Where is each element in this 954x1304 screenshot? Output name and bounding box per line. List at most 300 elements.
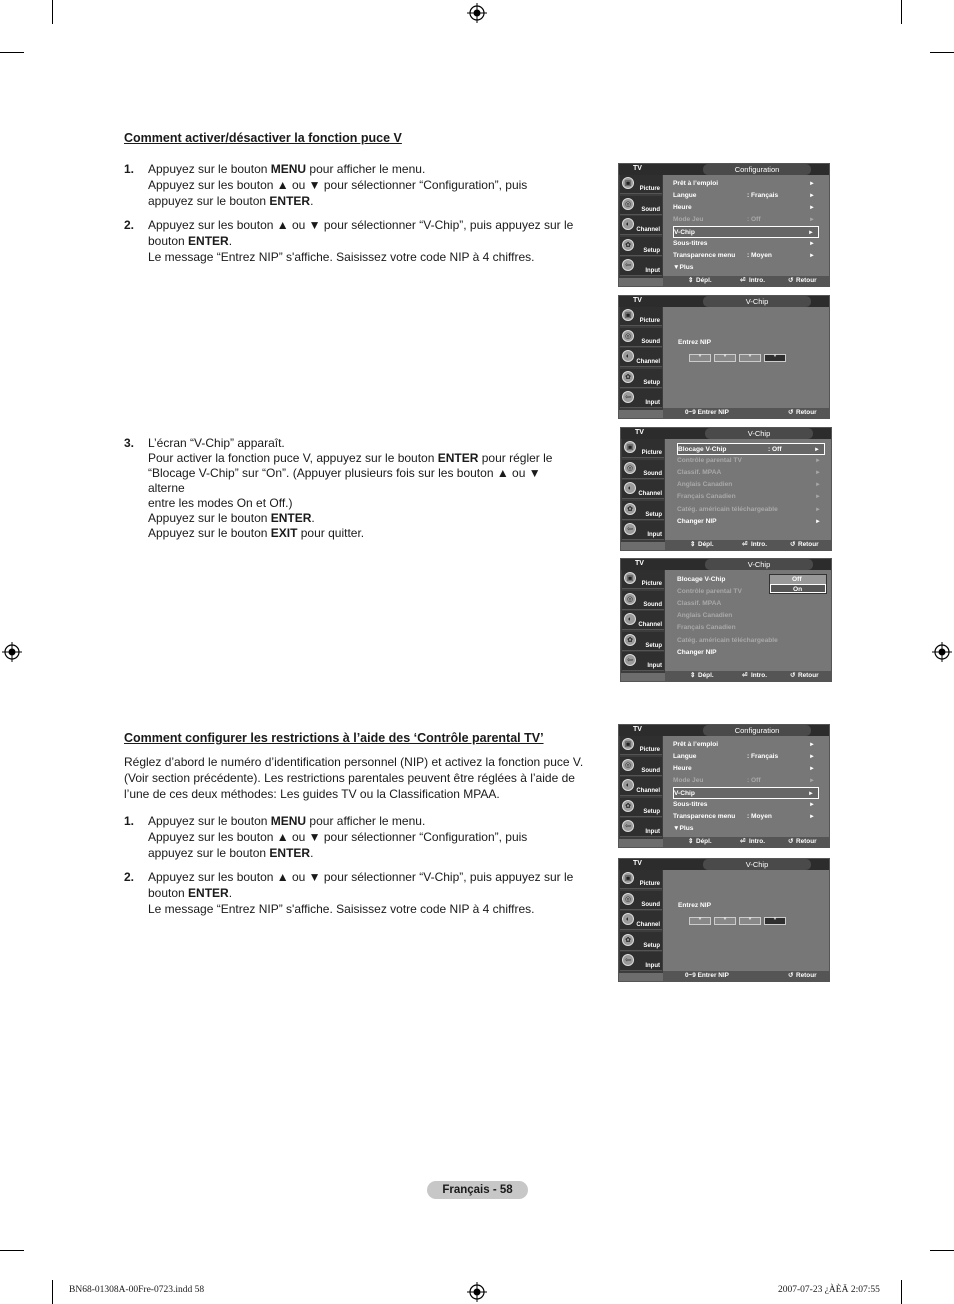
osd-sidebar-label: Channel <box>638 622 662 629</box>
osd-menu-row <box>673 178 819 190</box>
crop-mark <box>52 0 53 24</box>
osd-row-value: : Français <box>747 192 779 199</box>
step-number: 1. <box>124 162 135 176</box>
osd-menu-row <box>677 647 825 659</box>
osd-sidebar-label: Channel <box>638 491 662 498</box>
arrow-right-icon: ► <box>809 814 815 820</box>
osd-sidebar-label: Picture <box>639 881 660 887</box>
arrow-right-icon: ► <box>815 458 821 465</box>
channel-icon: ◐ <box>622 779 634 791</box>
osd-menu-row <box>673 763 819 775</box>
osd-sidebar-item <box>622 521 664 540</box>
step-item <box>124 869 579 917</box>
osd-hint-enter: Intro. <box>749 838 765 845</box>
osd-row-value: : Français <box>747 753 779 760</box>
crop-mark <box>901 1280 902 1304</box>
intro-paragraph <box>124 754 594 802</box>
osd-tv-label: TV <box>635 560 644 567</box>
osd-more-link <box>673 823 819 835</box>
pin-digit-box: * <box>689 354 711 362</box>
osd-tv-label: TV <box>635 429 644 436</box>
channel-icon: ◐ <box>622 218 634 230</box>
osd-menu-row <box>677 516 825 528</box>
input-icon: ⇦ <box>622 391 634 403</box>
return-icon: ↺ <box>788 409 794 416</box>
osd-pin-label: Entrez NIP <box>678 339 711 346</box>
step-text: Appuyez sur le bouton <box>148 814 271 828</box>
osd-main-panel <box>663 175 829 278</box>
osd-row-label: V-Chip <box>674 790 695 797</box>
osd-row-label: Langue <box>673 753 697 760</box>
osd-menu-row <box>673 214 819 226</box>
key-name: ENTER <box>270 511 312 525</box>
sound-icon: ◎ <box>624 462 636 474</box>
arrow-right-icon: ► <box>809 217 815 223</box>
osd-bottom-bar <box>663 837 829 847</box>
osd-sidebar-item <box>620 798 662 817</box>
step-text: appuyez sur le bouton <box>148 846 270 860</box>
osd-menu-row <box>677 610 825 622</box>
osd-menu-title: V-Chip <box>703 296 811 307</box>
picture-icon: ▣ <box>622 738 634 750</box>
osd-main-panel <box>663 307 829 410</box>
osd-sidebar-item <box>620 369 662 388</box>
return-icon: ↺ <box>788 972 794 979</box>
section-heading: Comment activer/désactiver la fonction puce V <box>124 131 402 145</box>
osd-hint-return: Retour <box>796 277 817 284</box>
osd-sidebar-item <box>620 891 662 910</box>
osd-sidebar-label: Channel <box>636 788 660 795</box>
sound-icon: ◎ <box>622 893 634 905</box>
osd-dropdown <box>769 574 827 594</box>
osd-hint-return: Retour <box>796 409 817 416</box>
enter-icon: ⏎ <box>742 672 748 679</box>
osd-row-label: Changer NIP <box>677 648 717 656</box>
osd-menu-row <box>673 226 819 238</box>
osd-sidebar-label: Channel <box>636 227 660 234</box>
osd-hint-return: Retour <box>798 541 819 548</box>
arrow-right-icon: ► <box>815 518 821 525</box>
osd-title-bar <box>619 296 829 307</box>
key-name: MENU <box>270 814 307 828</box>
osd-hint-return: Retour <box>796 838 817 845</box>
arrow-right-icon: ► <box>809 241 815 247</box>
osd-row-value: : Moyen <box>747 813 772 820</box>
updown-icon: ⇕ <box>688 838 694 845</box>
channel-icon: ◐ <box>624 613 636 625</box>
setup-icon: ✿ <box>622 239 634 251</box>
osd-sidebar-label: Picture <box>639 318 660 324</box>
osd-row-label: Contrôle parental TV <box>677 457 742 465</box>
step-number: 3. <box>124 436 135 450</box>
osd-menu-row <box>673 799 819 811</box>
sound-icon: ◎ <box>624 593 636 605</box>
step-text: pour quitter. <box>297 526 365 540</box>
return-icon: ↺ <box>790 672 796 679</box>
step-text: Le message “Entrez NIP” s'affiche. Saisissez votre code NIP à 4 chiffres. <box>148 902 535 916</box>
osd-tv-label: TV <box>633 165 642 172</box>
osd-menu-row <box>673 751 819 763</box>
osd-sidebar <box>619 870 663 973</box>
osd-sidebar-label: Sound <box>643 601 662 608</box>
osd-row-value: : Moyen <box>747 252 772 259</box>
key-name: ENTER <box>437 451 479 465</box>
key-name: ENTER <box>188 234 229 248</box>
osd-menu-title: V-Chip <box>705 559 813 570</box>
step-text: Appuyez sur les bouton ▲ ou ▼ pour sélectionner “Configuration”, puis <box>148 830 528 844</box>
step-text: Appuyez sur les bouton ▲ ou ▼ pour sélectionner “V-Chip”, puis appuyez sur le <box>148 218 574 232</box>
osd-sidebar-item <box>622 591 664 610</box>
osd-sidebar-label: Input <box>647 663 662 670</box>
osd-row-label: Mode Jeu <box>673 216 704 223</box>
arrow-right-icon: ► <box>809 754 815 760</box>
enter-icon: ⏎ <box>740 838 746 845</box>
osd-sidebar-item <box>622 460 664 479</box>
arrow-right-icon: ► <box>809 778 815 784</box>
input-icon: ⇦ <box>624 654 636 666</box>
osd-sidebar-item <box>620 328 662 347</box>
input-icon: ⇦ <box>622 954 634 966</box>
enter-icon: ⏎ <box>740 277 746 284</box>
key-name: ENTER <box>269 194 311 208</box>
step-text: . <box>310 194 314 208</box>
osd-sidebar-item <box>620 870 662 889</box>
osd-hint-enter: Intro. <box>751 541 767 548</box>
setup-icon: ✿ <box>622 934 634 946</box>
osd-sidebar-label: Input <box>645 829 660 836</box>
picture-icon: ▣ <box>624 572 636 584</box>
arrow-right-icon: ► <box>809 766 815 772</box>
picture-icon: ▣ <box>622 309 634 321</box>
osd-sidebar-label: Sound <box>641 767 660 774</box>
key-name: ENTER <box>269 846 311 860</box>
osd-sidebar-label: Input <box>645 268 660 275</box>
osd-menu-row <box>673 250 819 262</box>
pin-digit-box: * <box>689 917 711 925</box>
osd-hint-move: Dépl. <box>696 838 712 845</box>
osd-hint-move: Dépl. <box>698 672 714 679</box>
osd-menu-row <box>677 491 825 503</box>
osd-sidebar-label: Picture <box>639 747 660 753</box>
osd-bottom-bar <box>665 671 831 681</box>
step-text: . <box>311 511 315 525</box>
step-number: 1. <box>124 814 135 828</box>
osd-menu-row <box>677 455 825 467</box>
updown-icon: ⇕ <box>690 672 696 679</box>
osd-more-label: ▼Plus <box>673 264 694 271</box>
osd-row-label: Français Canadien <box>677 624 736 632</box>
osd-sidebar-item <box>620 911 662 930</box>
osd-sidebar-item <box>622 632 664 651</box>
osd-sidebar-item <box>622 439 664 458</box>
osd-menu-row <box>673 775 819 787</box>
crop-mark <box>52 1280 53 1304</box>
osd-menu-row <box>673 238 819 250</box>
arrow-right-icon: ► <box>815 470 821 477</box>
step-text: . <box>310 846 314 860</box>
osd-menu-row <box>677 443 825 455</box>
osd-hint-pin: 0~9 Entrer NIP <box>685 409 729 416</box>
osd-hint-return: Retour <box>798 672 819 679</box>
osd-sidebar-label: Sound <box>643 470 662 477</box>
osd-menu-title: Configuration <box>703 725 811 736</box>
step-text: Appuyez sur les bouton ▲ ou ▼ pour sélectionner “Configuration”, puis <box>148 178 528 192</box>
osd-main-panel <box>665 570 831 673</box>
osd-menu-row <box>673 739 819 751</box>
osd-title-bar <box>621 428 831 439</box>
pin-digit-box: * <box>764 917 786 925</box>
osd-sidebar-label: Channel <box>636 922 660 929</box>
osd-bottom-bar <box>665 540 831 550</box>
osd-sidebar-item <box>622 501 664 520</box>
osd-hint-pin: 0~9 Entrer NIP <box>685 972 729 979</box>
osd-row-label: Français Canadien <box>677 493 736 501</box>
osd-hint-enter: Intro. <box>751 672 767 679</box>
osd-title-bar <box>621 559 831 570</box>
arrow-right-icon: ► <box>809 205 815 211</box>
osd-row-value: : Off <box>747 777 761 784</box>
osd-menu-row <box>673 811 819 823</box>
arrow-right-icon: ► <box>809 742 815 748</box>
osd-row-label: V-Chip <box>674 229 695 236</box>
osd-pin-label: Entrez NIP <box>678 902 711 909</box>
osd-menu-row <box>677 479 825 491</box>
key-name: MENU <box>270 162 307 176</box>
osd-row-label: Anglais Canadien <box>677 612 733 620</box>
arrow-right-icon: ► <box>815 506 821 513</box>
osd-sidebar <box>621 439 665 542</box>
tv-menu-vchip-popup <box>620 558 832 682</box>
updown-icon: ⇕ <box>688 277 694 284</box>
osd-hint-return: Retour <box>796 972 817 979</box>
osd-title-bar <box>619 164 829 175</box>
osd-row-label: Transparence menu <box>673 252 736 259</box>
osd-row-label: Changer NIP <box>677 517 717 525</box>
osd-row-label: Prêt à l’emploi <box>673 741 719 748</box>
step-item <box>124 217 579 265</box>
page-number-badge: Français - 58 <box>427 1181 528 1199</box>
osd-sidebar-label: Input <box>645 963 660 970</box>
step-item <box>124 813 579 861</box>
crop-mark <box>930 52 954 53</box>
pin-digit-box: * <box>764 354 786 362</box>
step-item <box>124 161 579 209</box>
step-text: . <box>228 234 233 248</box>
sound-icon: ◎ <box>622 759 634 771</box>
osd-row-label: Transparence menu <box>673 813 736 820</box>
osd-menu-row <box>677 598 825 610</box>
step-text: Pour activer la fonction puce V, appuyez sur le bouton <box>148 451 438 465</box>
arrow-right-icon: ► <box>815 482 821 489</box>
pin-digit-box: * <box>714 917 736 925</box>
channel-icon: ◐ <box>624 482 636 494</box>
osd-tv-label: TV <box>633 726 642 733</box>
osd-hint-move: Dépl. <box>696 277 712 284</box>
setup-icon: ✿ <box>624 634 636 646</box>
sound-icon: ◎ <box>622 330 634 342</box>
osd-sidebar-label: Setup <box>643 247 660 254</box>
osd-row-label: Blocage V-Chip <box>677 576 726 583</box>
step-text: entre les modes On et Off.) <box>148 496 293 510</box>
step-text: appuyez sur le bouton <box>148 194 270 208</box>
step-text: . <box>228 886 233 900</box>
input-icon: ⇦ <box>624 523 636 535</box>
osd-sidebar-item <box>620 216 662 235</box>
osd-bottom-bar <box>663 408 829 418</box>
osd-menu-row <box>677 622 825 634</box>
osd-more-link <box>673 262 819 274</box>
step-text: Appuyez sur le bouton <box>148 526 271 540</box>
osd-sidebar-label: Channel <box>636 359 660 366</box>
osd-menu-row <box>677 635 825 647</box>
osd-menu-row <box>673 190 819 202</box>
osd-sidebar-label: Setup <box>643 942 660 949</box>
osd-row-label: Anglais Canadien <box>677 481 733 489</box>
tv-menu-vchip-pin <box>618 858 830 982</box>
osd-sidebar-item <box>620 257 662 276</box>
input-icon: ⇦ <box>622 820 634 832</box>
updown-icon: ⇕ <box>690 541 696 548</box>
step-text: Appuyez sur le bouton <box>148 162 271 176</box>
osd-menu-row <box>677 467 825 479</box>
osd-row-label: Heure <box>673 765 692 772</box>
osd-sidebar-label: Input <box>645 400 660 407</box>
osd-sidebar-item <box>622 570 664 589</box>
enter-icon: ⏎ <box>742 541 748 548</box>
osd-menu-title: V-Chip <box>703 859 811 870</box>
osd-sidebar-item <box>620 757 662 776</box>
section-heading: Comment configurer les restrictions à l’aide des ‘Contrôle parental TV’ <box>124 731 544 745</box>
step-text: L’écran “V-Chip” apparaît. <box>148 436 285 450</box>
osd-more-label: ▼Plus <box>673 825 694 832</box>
osd-sidebar-item <box>620 348 662 367</box>
registration-mark-icon <box>467 1282 487 1302</box>
osd-sidebar-item <box>622 652 664 671</box>
osd-sidebar <box>621 570 665 673</box>
step-item <box>124 436 579 541</box>
file-slug: BN68-01308A-00Fre-0723.indd 58 <box>69 1285 205 1295</box>
return-icon: ↺ <box>788 838 794 845</box>
osd-row-label: Heure <box>673 204 692 211</box>
osd-sidebar-label: Setup <box>645 511 662 518</box>
picture-icon: ▣ <box>622 177 634 189</box>
intro-line: (Voir section précédente). Les restrictions parentales peuvent être réglées à l’aide de <box>124 771 575 785</box>
arrow-right-icon: ► <box>809 181 815 187</box>
step-number: 2. <box>124 218 135 232</box>
osd-sidebar-label: Picture <box>639 186 660 192</box>
step-text: pour afficher le menu. <box>306 162 426 176</box>
osd-row-label: Catég. américain téléchargeable <box>677 505 778 513</box>
osd-hint-move: Dépl. <box>698 541 714 548</box>
osd-row-label: Classif. MPAA <box>677 600 722 608</box>
key-name: ENTER <box>188 886 229 900</box>
osd-main-panel <box>665 439 831 542</box>
arrow-right-icon: ► <box>808 230 814 236</box>
osd-row-value: : Off <box>747 216 761 223</box>
return-icon: ↺ <box>790 541 796 548</box>
arrow-right-icon: ► <box>809 253 815 259</box>
osd-sidebar <box>619 175 663 278</box>
osd-sidebar-item <box>622 480 664 499</box>
osd-sidebar-label: Sound <box>641 901 660 908</box>
arrow-right-icon: ► <box>809 193 815 199</box>
intro-line: l’une de ces deux méthodes: Les guides TV ou la Classification MPAA. <box>124 787 500 801</box>
osd-tv-label: TV <box>633 297 642 304</box>
step-text: pour régler le <box>478 451 553 465</box>
step-text: Le message “Entrez NIP” s'affiche. Saisissez votre code NIP à 4 chiffres. <box>148 250 535 264</box>
osd-main-panel <box>663 736 829 839</box>
osd-sidebar-item <box>620 952 662 971</box>
pin-digit-box: * <box>739 354 761 362</box>
tv-menu-configuration <box>618 724 830 848</box>
registration-mark-icon <box>467 3 487 23</box>
osd-row-label: Contrôle parental TV <box>677 588 742 596</box>
setup-icon: ✿ <box>624 503 636 515</box>
osd-menu-row <box>673 787 819 799</box>
osd-sidebar-label: Setup <box>643 379 660 386</box>
osd-row-label: Prêt à l’emploi <box>673 180 719 187</box>
input-icon: ⇦ <box>622 259 634 271</box>
osd-menu-row <box>673 202 819 214</box>
osd-sidebar-item <box>620 736 662 755</box>
step-text: Appuyez sur les bouton ▲ ou ▼ pour sélectionner “V-Chip”, puis appuyez sur le <box>148 870 574 884</box>
intro-line: Réglez d’abord le numéro d’identification personnel (NIP) et activez la fonction puce V. <box>124 755 584 769</box>
osd-main-panel <box>663 870 829 973</box>
picture-icon: ▣ <box>622 872 634 884</box>
setup-icon: ✿ <box>622 800 634 812</box>
step-text: bouton <box>148 886 189 900</box>
osd-sidebar-item <box>620 777 662 796</box>
dropdown-option-off: Off <box>792 576 802 583</box>
osd-row-label: Sous-titres <box>673 240 708 247</box>
osd-sidebar-label: Sound <box>641 338 660 345</box>
pin-digit-box: * <box>739 917 761 925</box>
pin-digit-box: * <box>714 354 736 362</box>
channel-icon: ◐ <box>622 913 634 925</box>
osd-sidebar-label: Setup <box>643 808 660 815</box>
osd-sidebar-label: Setup <box>645 642 662 649</box>
osd-sidebar-label: Picture <box>641 581 662 587</box>
osd-sidebar-item <box>620 307 662 326</box>
step-text: pour afficher le menu. <box>306 814 426 828</box>
arrow-right-icon: ► <box>814 447 820 453</box>
registration-mark-icon <box>932 642 952 662</box>
step-text: “Blocage V-Chip” sur “On”. (Appuyer plusieurs fois sur les bouton ▲ ou ▼ alterne <box>148 466 541 495</box>
step-number: 2. <box>124 870 135 884</box>
crop-mark <box>0 52 24 53</box>
sound-icon: ◎ <box>622 198 634 210</box>
osd-title-bar <box>619 725 829 736</box>
return-icon: ↺ <box>788 277 794 284</box>
osd-row-label: Catég. américain téléchargeable <box>677 636 778 644</box>
crop-mark <box>901 0 902 24</box>
osd-sidebar-item <box>620 175 662 194</box>
osd-sidebar-item <box>620 389 662 408</box>
osd-row-label: Classif. MPAA <box>677 469 722 477</box>
osd-sidebar-label: Picture <box>641 450 662 456</box>
arrow-right-icon: ► <box>808 791 814 797</box>
osd-sidebar <box>619 307 663 410</box>
osd-row-label: Langue <box>673 192 697 199</box>
osd-sidebar-item <box>622 611 664 630</box>
crop-mark <box>930 1250 954 1251</box>
crop-mark <box>0 1250 24 1251</box>
osd-bottom-bar <box>663 971 829 981</box>
osd-row-label: Mode Jeu <box>673 777 704 784</box>
osd-sidebar <box>619 736 663 839</box>
channel-icon: ◐ <box>622 350 634 362</box>
osd-sidebar-label: Input <box>647 532 662 539</box>
